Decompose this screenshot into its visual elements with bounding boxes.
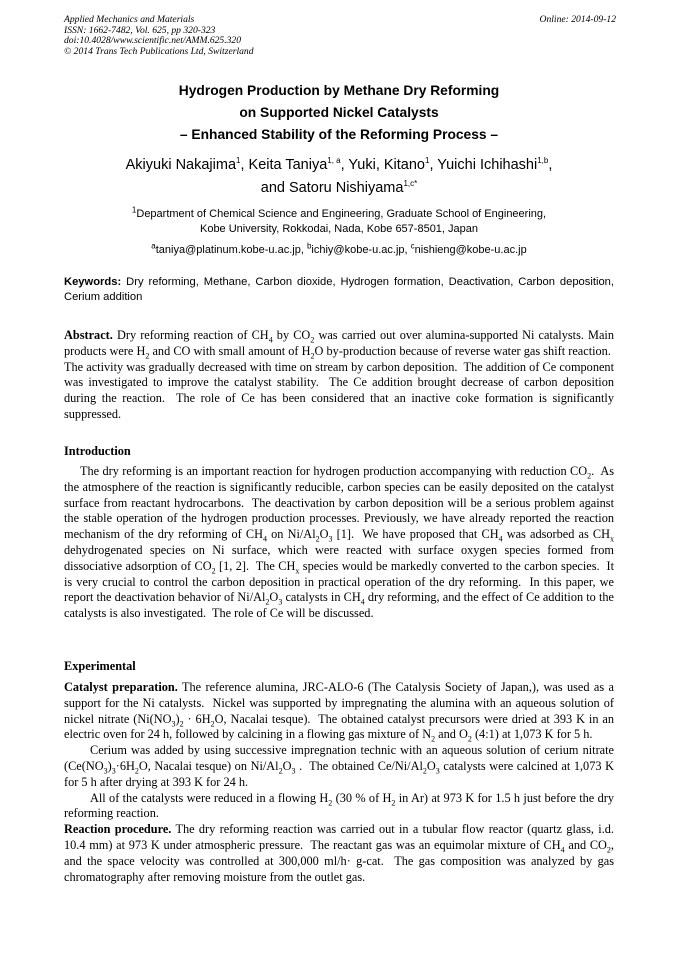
affiliation <box>64 207 614 236</box>
doi-line: doi:10.4028/www.scientific.net/AMM.625.320 <box>64 35 242 47</box>
journal-name: Applied Mechanics and Materials <box>64 14 195 25</box>
paper-title <box>64 80 614 146</box>
online-date: Online: 2014-09-12 <box>539 14 616 25</box>
journal-header <box>64 15 616 57</box>
author-name: and Satoru Nishiyama <box>260 180 404 196</box>
author-sup: 1,c* <box>403 179 418 189</box>
author-sup: 1, a <box>327 156 341 166</box>
author-sup: 1 <box>236 156 241 166</box>
title-line-3: – Enhanced Stability of the Reforming Process – <box>179 127 499 142</box>
copyright-line: © 2014 Trans Tech Publications Ltd, Switzerland <box>64 45 254 57</box>
keywords-text: Dry reforming, Methane, Carbon dioxide, Hydrogen formation, Deactivation, Carbon deposition, Cerium addition <box>64 276 614 303</box>
experimental-text: Catalyst preparation. The reference alumina, JRC-ALO-6 (The Catalysis Society of Japan,), was used as a support for the Ni catalysts. Nickel was supported by impregnating the alumina with an aqueous solution of nickel nitrate ($Ni(NO_3)_2 \cdot 6H_2O$, Nacalai tesque). The obtained catalyst precursors were dried at 393 K in an electric oven for 24 h, followed by calcining in a flowing gas mixture of $N_2$ and $O_2$ (4:1) at 1,073 K for 5 h. Cerium was added by using successive impregnation technic with an aqueous solution of cerium nitrate ($Ce(NO_3)_3\cdot 6H_2O$, Nacalai tesque) on $Ni/Al_2O_3$ . The obtained $Ce/Ni/Al_2O_3$ catalysts were calcined at 1,073 K for 5 h after drying at 393 K for 24 h. All of the catalysts were reduced in a flowing $H_2$ (30 % of $H_2$ in Ar) at 973 K for 1.5 h just before the dry reforming reaction. Reaction procedure. The dry reforming reaction was carried out in a tubular flow reactor (quartz glass, i.d. 10.4 mm) at 973 K under atmospheric pressure. The reactant gas was an equimolar mixture of $CH_4$ and $CO_2$, and the space velocity was controlled at 300,000 ml/h· g-cat. The gas composition was analyzed by gas chromatography after removing moisture from the outlet gas. <box>64 680 614 884</box>
email-sup: a <box>151 241 156 251</box>
issn-line: ISSN: 1662-7482, Vol. 625, pp 320-323 <box>64 24 216 36</box>
email-b[interactable]: ichiy@kobe-u.ac.jp <box>311 244 405 256</box>
section-heading-experimental: Experimental <box>64 659 136 673</box>
author-name: Yuichi Ichihashi <box>437 157 538 173</box>
keywords <box>64 275 614 305</box>
author-sup: 1 <box>425 156 430 166</box>
affiliation-line-1: Department of Chemical Science and Engineering, Graduate School of Engineering, <box>136 208 547 220</box>
author-name: Yuki, Kitano <box>348 157 425 173</box>
author-name: Keita Taniya <box>248 157 328 173</box>
affiliation-sup: 1 <box>131 205 137 215</box>
author-list: Akiyuki Nakajima$^1$, Keita Taniya$^{1, a}$, Yuki, Kitano$^1$, Yuichi Ichihashi$^{1,b}$, and Satoru Nishiyama$^{1,c*}$ <box>125 156 553 196</box>
author-sup: 1,b <box>537 156 549 166</box>
email-sup: c <box>410 241 415 251</box>
abstract: Abstract. Dry reforming reaction of $CH_4$ by $CO_2$ was carried out over alumina-supported Ni catalysts. Main products were $H_2$ and CO with small amount of $H_2O$ by-production because of reverse water gas shift reaction. The activity was gradually decreased with time on stream by carbon deposition. The addition of Ce component was investigated to improve the catalyst stability. The Ce addition brought decrease of carbon deposition during the reaction. The role of Ce has been considered that an inactive coke formation is significantly suppressed. <box>64 328 615 421</box>
email-a[interactable]: taniya@platinum.kobe-u.ac.jp <box>155 244 301 256</box>
author-name: Akiyuki Nakajima <box>125 157 237 173</box>
subheading-catalyst-preparation: Catalyst preparation. <box>64 680 178 694</box>
title-line-2: on Supported Nickel Catalysts <box>239 105 439 120</box>
subheading-reaction-procedure: Reaction procedure. <box>64 822 172 837</box>
email-c[interactable]: nishieng@kobe-u.ac.jp <box>414 244 527 256</box>
keywords-label: Keywords: <box>64 276 122 288</box>
abstract-label: Abstract. <box>64 328 113 342</box>
section-heading-introduction: Introduction <box>64 444 131 458</box>
email-sup: b <box>306 241 312 251</box>
affiliation-line-2: Kobe University, Rokkodai, Nada, Kobe 657-8501, Japan <box>199 222 479 235</box>
email-list: $^a$taniya@platinum.kobe-u.ac.jp, $^b$ichiy@kobe-u.ac.jp, $^c$nishieng@kobe-u.ac.jp <box>151 241 527 256</box>
introduction-text: The dry reforming is an important reaction for hydrogen production accompanying with reduction $CO_2$. As the atmosphere of the reaction is significantly reducible, carbon species can be easily deposited on the catalyst surface from reactant hydrocarbons. The deactivation by carbon deposition will be a serious problem against the stable operation of the hydrogen production processes. Previously, we have already reported the reaction mechanism of the dry reforming of $CH_4$ on $Ni/Al_2O_3$ [1]. We have proposed that $CH_4$ was adsorbed as $CH_x$ dehydrogenated species on Ni surface, which were reacted with surface oxygen species formed from dissociative adsorption of $CO_2$ [1, 2]. The $CH_x$ species would be markedly converted to the carbon species. It is very crucial to control the carbon deposition in practical operation of the dry reforming. In this paper, we report the deactivation behavior of $Ni/Al_2O_3$ catalysts in $CH_4$ dry reforming, and the effect of Ce addition to the catalysts is also investigated. The role of Ce will be discussed. <box>64 464 614 621</box>
title-line-1: Hydrogen Production by Methane Dry Reforming <box>178 83 500 98</box>
